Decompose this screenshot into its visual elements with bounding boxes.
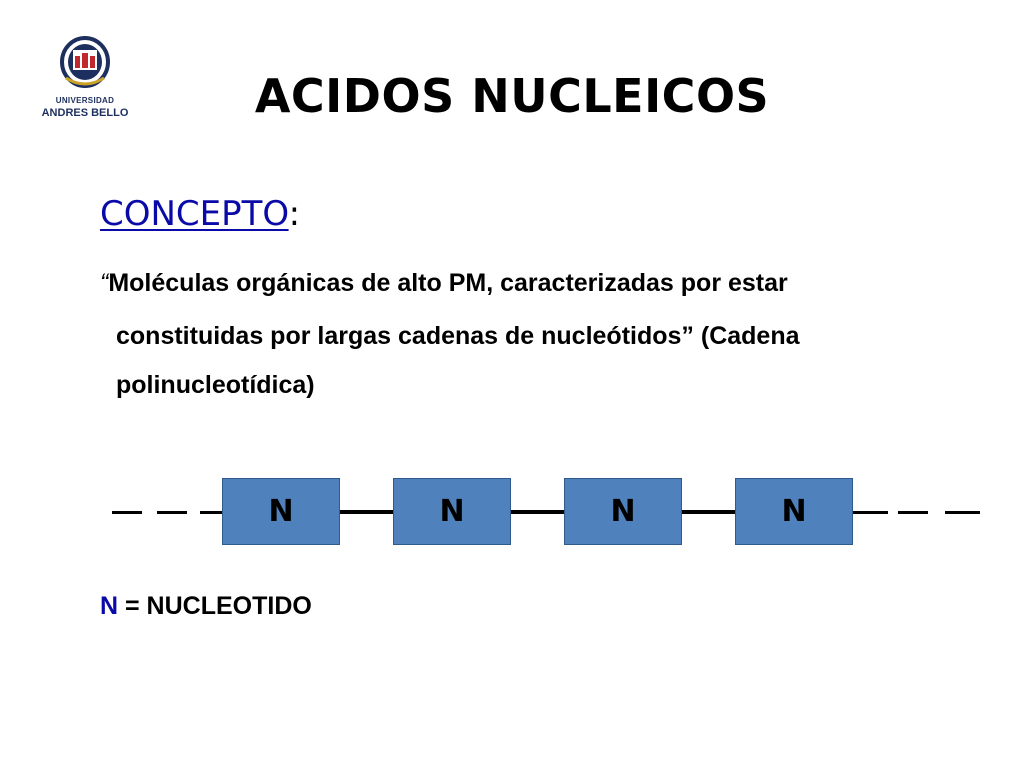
definition-line-1-text: Moléculas orgánicas de alto PM, caracterizadas por estar	[108, 269, 788, 297]
legend	[100, 586, 312, 626]
concept-heading-colon: :	[288, 194, 301, 234]
chain-dash-left-2	[157, 511, 187, 514]
definition-line-1	[100, 262, 788, 304]
logo-line-andres-bello: ANDRES BELLO	[41, 107, 129, 119]
concept-heading-word: CONCEPTO	[100, 194, 289, 234]
logo-line-universidad: UNIVERSIDAD	[55, 96, 115, 105]
chain-link-2	[511, 510, 564, 514]
nucleotide-node-3: N	[564, 478, 682, 545]
concept-heading	[100, 190, 300, 238]
chain-dash-right-3	[945, 511, 980, 514]
polynucleotide-chain-diagram	[0, 470, 1024, 560]
legend-text: = NUCLEOTIDO	[118, 592, 312, 620]
nucleotide-node-4: N	[735, 478, 853, 545]
chain-link-3	[682, 510, 735, 514]
chain-link-1	[340, 510, 393, 514]
definition-open-quote: “	[100, 269, 109, 297]
legend-symbol: N	[100, 592, 119, 620]
chain-dash-right-2	[898, 511, 928, 514]
chain-dash-left-3	[200, 511, 222, 514]
definition-line-3: polinucleotídica)	[116, 371, 315, 399]
chain-dash-left-1	[112, 511, 142, 514]
nucleotide-node-1: N	[222, 478, 340, 545]
definition-line-2: constituidas por largas cadenas de nucleótidos” (Cadena	[116, 322, 800, 350]
nucleotide-node-2: N	[393, 478, 511, 545]
chain-dash-right-1	[853, 511, 888, 514]
slide-title: ACIDOS NUCLEICOS	[254, 69, 770, 123]
